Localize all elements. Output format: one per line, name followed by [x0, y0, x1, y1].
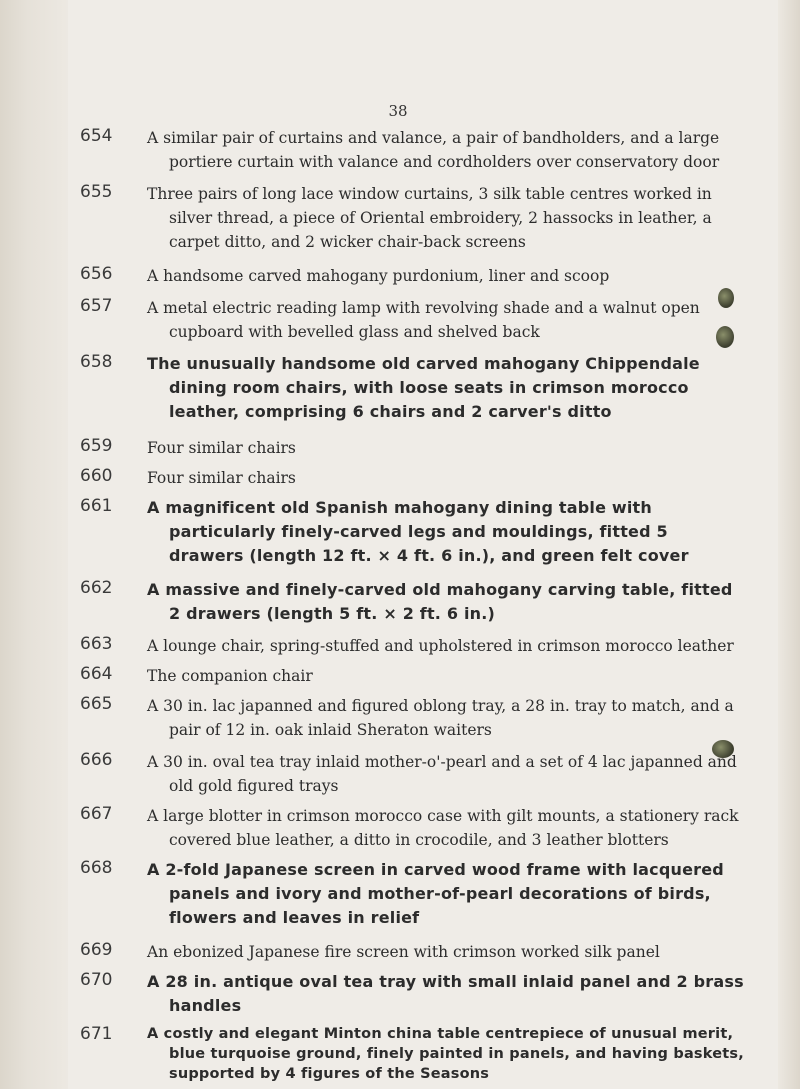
lot-description: A massive and finely-carved old mahogany carving table, fitted 2 drawers (length 5 ft. × 2 ft. 6 in.)	[147, 580, 733, 623]
lot-description: A large blotter in crimson morocco case with gilt mounts, a stationery rack covered blue leather, a ditto in crocodile, and 3 leather blotters	[147, 807, 739, 849]
lot-number: 656	[80, 264, 113, 284]
lot-description: A costly and elegant Minton china table centrepiece of unusual merit, blue turquoise ground, finely painted in panels, and having baskets, supported by 4 figures of the Seasons	[147, 1026, 744, 1082]
lot-description: The companion chair	[147, 667, 313, 685]
lot-number: 660	[80, 466, 113, 486]
lot-description: A 30 in. oval tea tray inlaid mother-o'-pearl and a set of 4 lac japanned and old gold figured trays	[147, 753, 737, 795]
lot-number: 669	[80, 940, 113, 960]
lot-description: A 30 in. lac japanned and figured oblong tray, a 28 in. tray to match, and a pair of 12 in. oak inlaid Sheraton waiters	[147, 697, 734, 739]
lot-number: 654	[80, 126, 113, 146]
lot-number: 663	[80, 634, 113, 654]
lot-number: 658	[80, 352, 113, 372]
lot-description: A 2-fold Japanese screen in carved wood frame with lacquered panels and ivory and mother-of-pearl decorations of birds, flowers and leaves in relief	[147, 860, 724, 927]
lot-number: 661	[80, 496, 113, 516]
lot-description: A similar pair of curtains and valance, a pair of bandholders, and a large portiere curtain with valance and cordholders over conservatory door	[147, 129, 720, 171]
lot-number: 665	[80, 694, 113, 714]
lot-number: 662	[80, 578, 113, 598]
lot-description: Four similar chairs	[147, 439, 296, 457]
lot-description: Four similar chairs	[147, 469, 296, 487]
lot-description: A handsome carved mahogany purdonium, liner and scoop	[147, 267, 610, 285]
lot-number: 671	[80, 1024, 113, 1044]
lot-description: The unusually handsome old carved mahogany Chippendale dining room chairs, with loose seats in crimson morocco leather, comprising 6 chairs and 2 carver's ditto	[147, 354, 700, 421]
facing-page-bleed-left	[0, 0, 68, 1089]
facing-page-bleed-right	[778, 0, 800, 1089]
lot-description: A 28 in. antique oval tea tray with small inlaid panel and 2 brass handles	[147, 972, 744, 1015]
lot-description: A magnificent old Spanish mahogany dining table with particularly finely-carved legs and mouldings, fitted 5 drawers (length 12 ft. × 4 ft. 6 in.), and green felt cover	[147, 498, 689, 565]
lot-description: A lounge chair, spring-stuffed and upholstered in crimson morocco leather	[147, 637, 734, 655]
lot-number: 664	[80, 664, 113, 684]
page-number: 38	[388, 102, 408, 120]
lot-number: 657	[80, 296, 113, 316]
lot-number: 668	[80, 858, 113, 878]
lot-description: An ebonized Japanese fire screen with crimson worked silk panel	[147, 943, 660, 961]
lot-number: 655	[80, 182, 113, 202]
lot-number: 659	[80, 436, 113, 456]
lot-description: Three pairs of long lace window curtains, 3 silk table centres worked in silver thread, a piece of Oriental embroidery, 2 hassocks in leather, a carpet ditto, and 2 wicker chair-back screens	[147, 185, 712, 251]
lot-number: 667	[80, 804, 113, 824]
lot-number: 666	[80, 750, 113, 770]
lot-number: 670	[80, 970, 113, 990]
lot-description: A metal electric reading lamp with revolving shade and a walnut open cupboard with bevelled glass and shelved back	[147, 299, 700, 341]
